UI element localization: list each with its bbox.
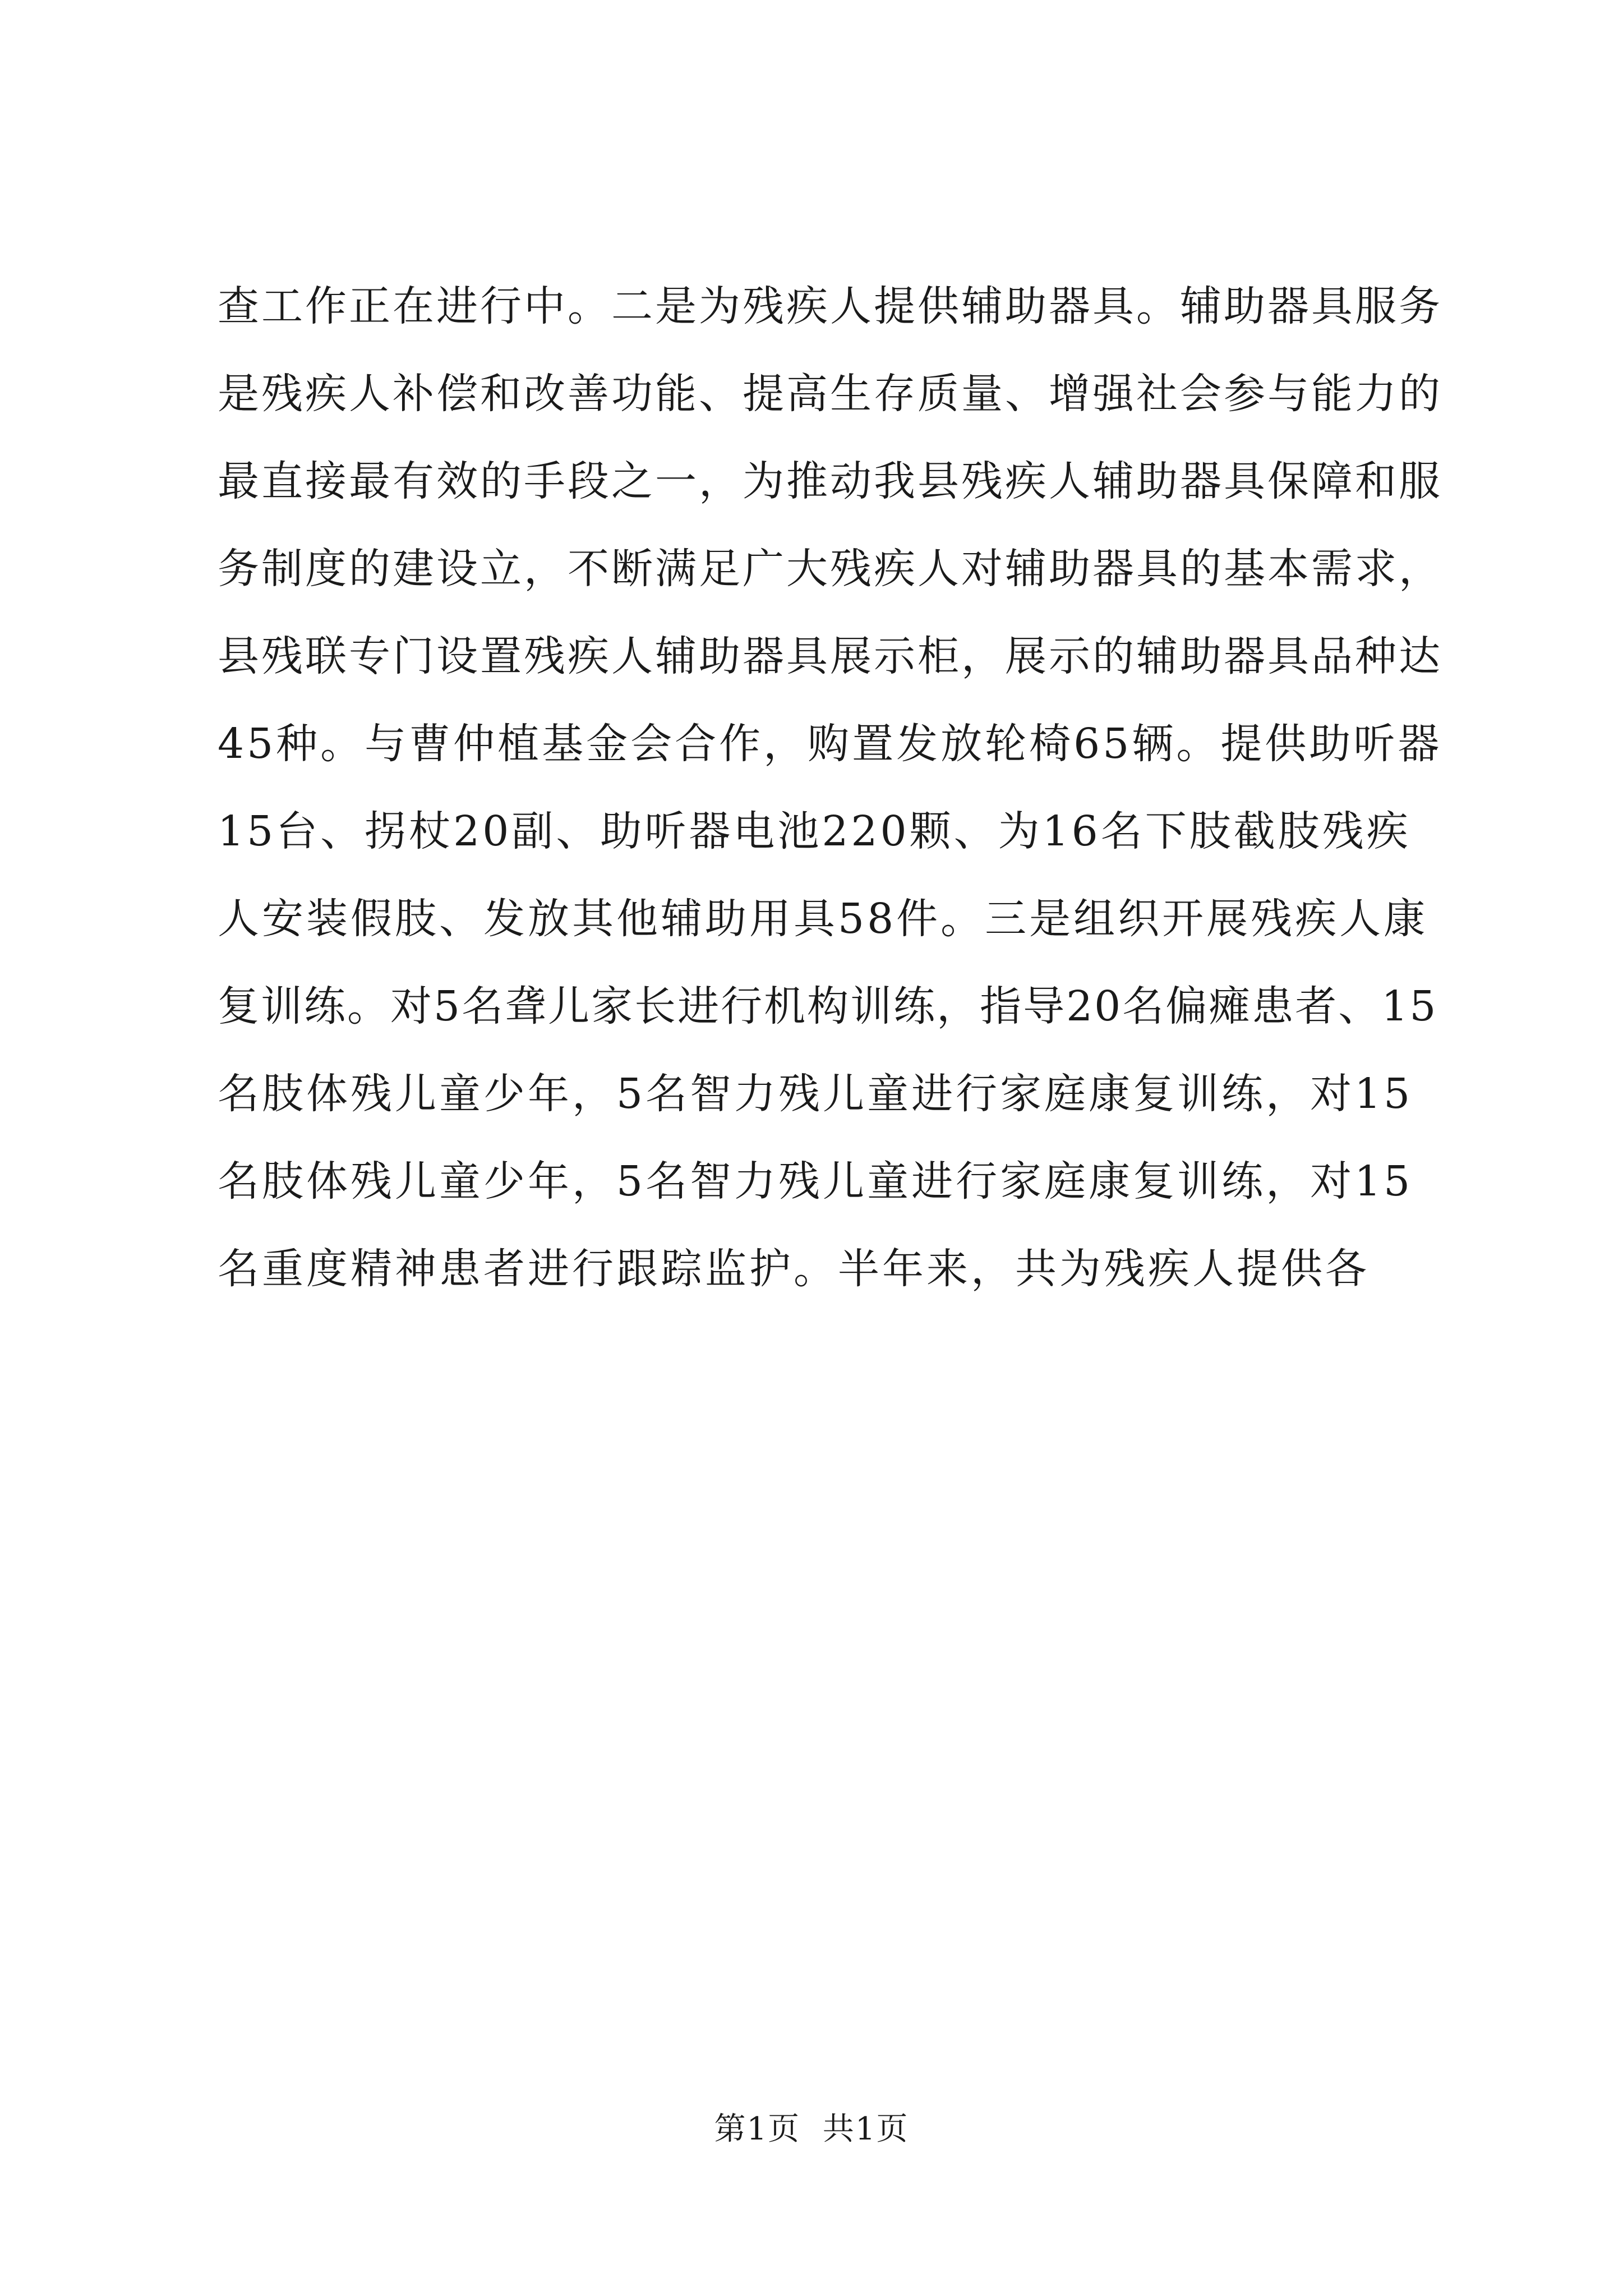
text-line: 务制度的建设立，不断满足广大残疾人对辅助器具的基本需求， [218,545,1442,593]
page-footer [0,2107,1623,2152]
text-line: 查工作正在进行中。二是为残疾人提供辅助器具。辅助器具服务 [218,282,1442,330]
text-line: 名肢体残儿童少年，5名智力残儿童进行家庭康复训练，对15 [218,1157,1413,1205]
text-line: 最直接最有效的手段之一，为推动我县残疾人辅助器具保障和服 [218,457,1442,505]
page-number: 第1页 [714,2111,801,2147]
text-line: 名肢体残儿童少年，5名智力残儿童进行家庭康复训练，对15 [218,1070,1413,1118]
text-line: 县残联专门设置残疾人辅助器具展示柜，展示的辅助器具品种达 [218,632,1442,680]
text-line: 45种。与曹仲植基金会合作，购置发放轮椅65辆。提供助听器 [218,720,1442,768]
text-line: 是残疾人补偿和改善功能、提高生存质量、增强社会参与能力的 [218,370,1442,418]
text-line: 15台、拐杖20副、助听器电池220颗、为16名下肢截肢残疾 [218,807,1411,855]
page-total: 共1页 [822,2111,909,2147]
text-line: 复训练。对5名聋儿家长进行机构训练，指导20名偏瘫患者、15 [218,982,1438,1030]
text-line: 名重度精神患者进行跟踪监护。半年来，共为残疾人提供各 [218,1245,1370,1293]
text-line: 人安装假肢、发放其他辅助用具58件。三是组织开展残疾人康 [218,895,1428,943]
body-paragraph [218,263,1446,1313]
